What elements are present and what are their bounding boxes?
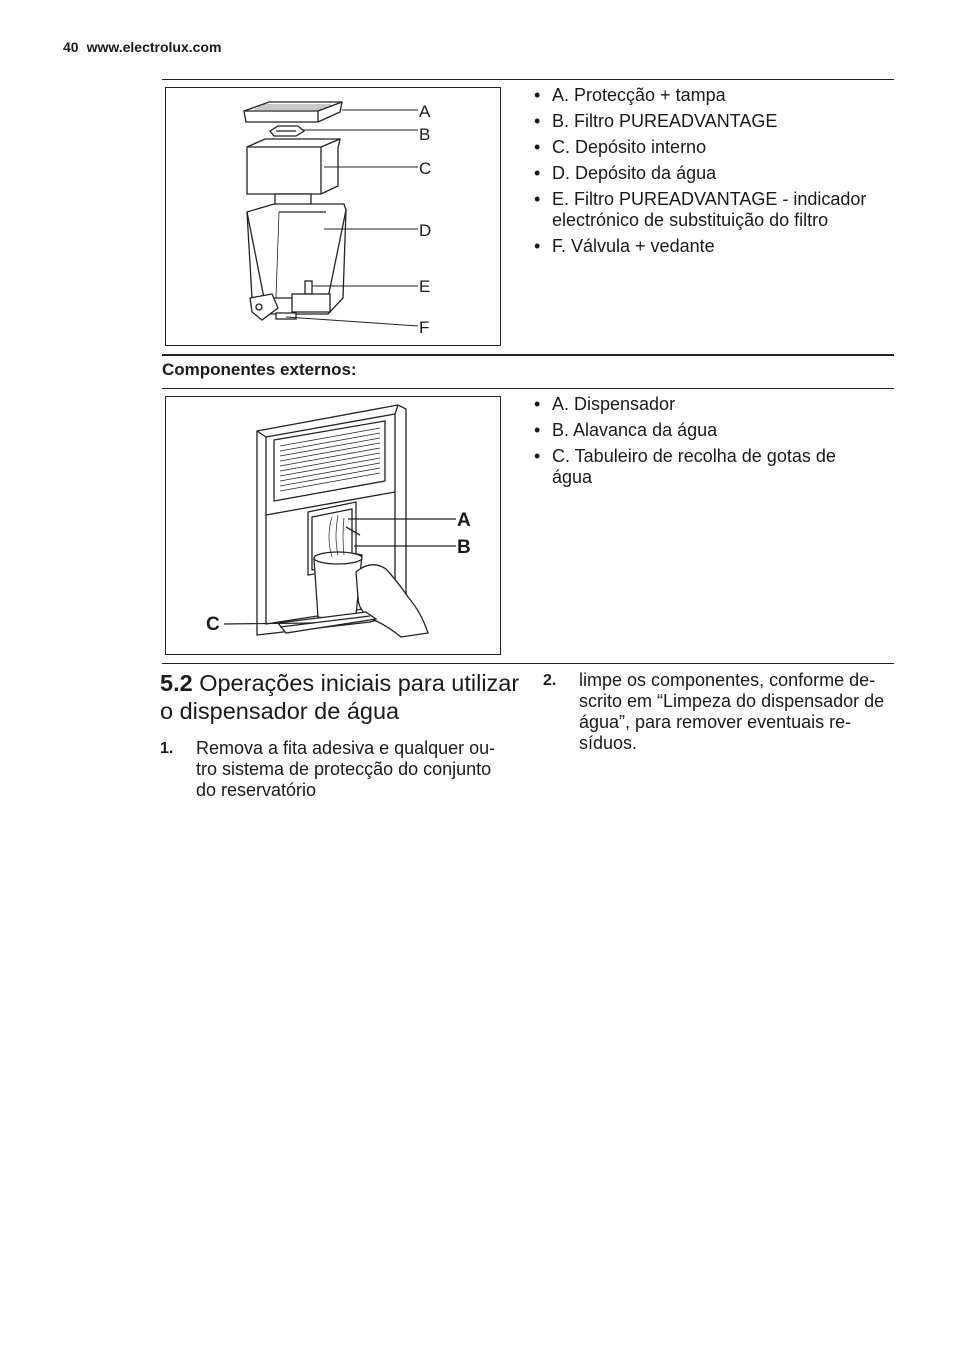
label-a: A (419, 102, 431, 121)
section-number: 5.2 (160, 670, 193, 696)
section-rule (162, 663, 894, 664)
label-a: A (457, 510, 471, 531)
dispenser-diagram (165, 396, 501, 655)
section-heading (160, 669, 520, 725)
section-title: Operações iniciais para utilizar o dispensador de água (160, 670, 520, 724)
internal-components-list (530, 85, 895, 262)
subheading-bottom-rule (162, 388, 894, 389)
step-number: 2. (543, 672, 557, 689)
list-item: • B. Filtro PUREADVANTAGE (530, 111, 895, 132)
step-1 (160, 738, 515, 808)
list-item: • C. Tabuleiro de recolha de gotas de água (530, 446, 870, 488)
list-item: • C. Depósito interno (530, 137, 895, 158)
top-rule (162, 79, 894, 80)
list-item: • E. Filtro PUREADVANTAGE - indicador electrónico de substituição do filtro (530, 189, 895, 231)
step-text: limpe os componentes, conforme de-scrito em “Limpeza do dispensador de água”, para remover eventuais re-síduos. (579, 670, 885, 753)
label-c: C (419, 159, 432, 178)
external-components-list (530, 394, 870, 493)
list-item: • B. Alavanca da água (530, 420, 870, 441)
list-item: • A. Dispensador (530, 394, 870, 415)
page-number: 40 (63, 39, 79, 55)
label-f: F (419, 318, 430, 337)
label-b: B (419, 125, 431, 144)
label-e: E (419, 277, 431, 296)
step-2 (543, 670, 893, 760)
step-text: Remova a fita adesiva e qualquer ou-tro sistema de protecção do conjunto do reservatório (196, 738, 496, 800)
tank-diagram (165, 87, 501, 346)
list-item: • F. Válvula + vedante (530, 236, 895, 257)
dispenser-illustration (166, 397, 500, 654)
step-number: 1. (160, 740, 174, 757)
tank-illustration (166, 88, 500, 345)
page-header (63, 39, 221, 55)
site-url[interactable]: www.electrolux.com (86, 39, 222, 55)
external-components-heading: Componentes externos: (162, 360, 357, 379)
label-d: D (419, 221, 432, 240)
list-item: • A. Protecção + tampa (530, 85, 895, 106)
subheading-top-rule (162, 354, 894, 356)
label-c: C (206, 614, 220, 635)
label-b: B (457, 537, 471, 558)
list-item: • D. Depósito da água (530, 163, 895, 184)
